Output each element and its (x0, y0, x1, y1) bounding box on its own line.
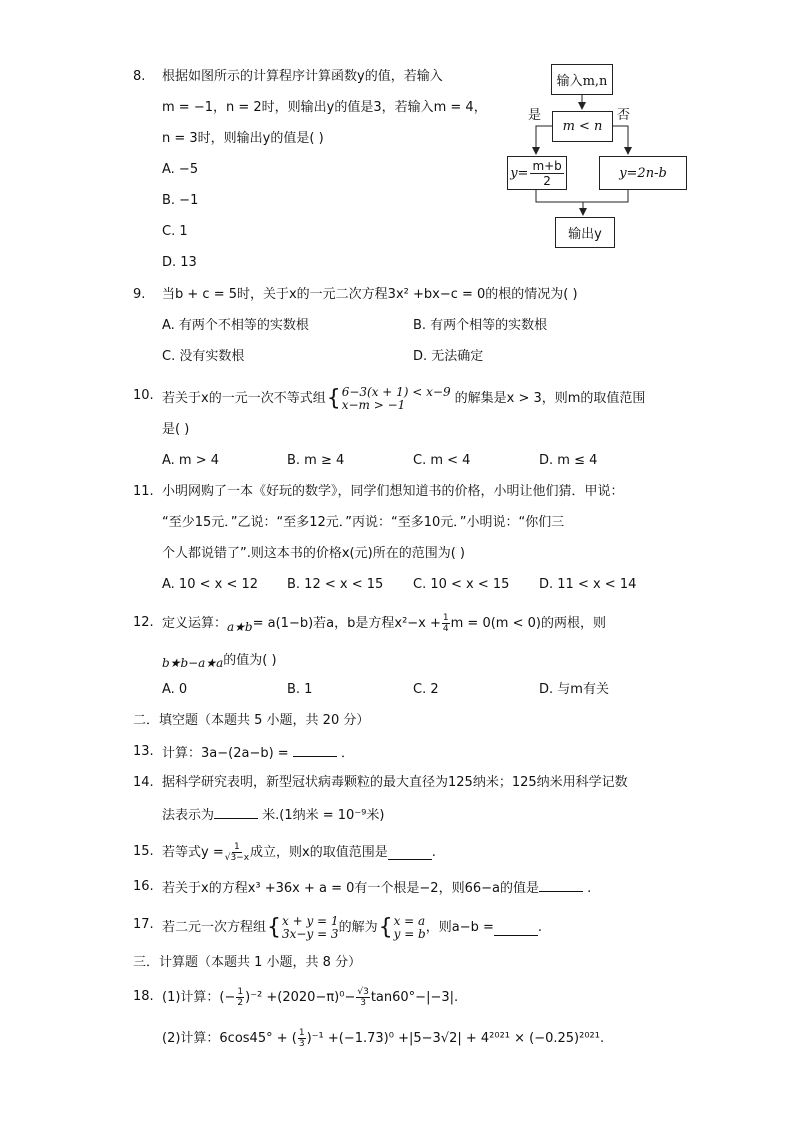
flowchart-input-box: 输入m,n (551, 64, 613, 95)
q12-text-line2: b★b−a★a的值为( ) (162, 653, 277, 670)
q17-system: x + y = 1 3x−y = 3 (282, 914, 339, 941)
q13-number: 13. (133, 744, 154, 759)
q11-option-a[interactable]: A. 10 < x < 12 (162, 577, 259, 592)
q18-part1-fraction-1: $\frac{1}{2}$ (237, 987, 244, 1008)
q15-fraction: $\frac{1}{√3-x}$ (224, 842, 250, 863)
q17-brace-1: { (267, 915, 282, 940)
q15-number: 15. (133, 844, 154, 859)
q9-text: 当b + c = 5时，关于x的一元二次方程3x² +bx−c = 0的根的情况为( ) (162, 287, 578, 302)
q8-option-a[interactable]: A. −5 (162, 162, 199, 177)
q10-brace: { (326, 386, 341, 411)
q12-number: 12. (133, 615, 154, 630)
q14-text-line1: 据科学研究表明，新型冠状病毒颗粒的最大直径为125纳米；125纳米用科学记数 (162, 775, 628, 790)
q13-answer-blank[interactable] (293, 742, 337, 757)
q17-number: 17. (133, 917, 154, 932)
q11-text-line3: 个人都说错了”.则这本书的价格x(元)所在的范围为( ) (162, 546, 465, 561)
q14-answer-blank[interactable] (214, 804, 258, 819)
q18-part1-fraction-2: $\frac{√3}{3}$ (357, 987, 369, 1008)
q12-option-d[interactable]: D. 与m有关 (539, 682, 609, 697)
q10-option-c[interactable]: C. m < 4 (413, 453, 471, 468)
q13-text: 计算：3a−(2a−b) = ． (162, 742, 354, 764)
q8-text-line1: 根据如图所示的计算程序计算函数y的值，若输入 (162, 69, 443, 84)
q9-option-a[interactable]: A. 有两个不相等的实数根 (162, 318, 309, 333)
q17-solution: x = a y = b (393, 914, 426, 941)
q11-option-c[interactable]: C. 10 < x < 15 (413, 577, 510, 592)
q8-text-line2: m = −1，n = 2时，则输出y的值是3，若输入m = 4， (162, 100, 487, 115)
q9-option-d[interactable]: D. 无法确定 (413, 349, 484, 364)
q15-text: 若等式y = $\frac{1}{√3-x}$ 成立，则x的取值范围是 . (162, 842, 436, 863)
q18-part2-fraction: 1 3 (298, 1028, 305, 1049)
q10-option-b[interactable]: B. m ≥ 4 (287, 453, 345, 468)
flowchart-no-label: 否 (617, 108, 631, 123)
q10-number: 10. (133, 388, 154, 403)
q16-number: 16. (133, 879, 154, 894)
q12-fraction: $\frac{1}{4}$ (442, 613, 449, 634)
q9-number: 9. (133, 287, 146, 302)
section-calculation-heading: 三．计算题（本题共 1 小题，共 8 分） (133, 955, 362, 970)
q8-option-d[interactable]: D. 13 (162, 255, 197, 270)
q17-brace-2: { (378, 915, 393, 940)
q11-text-line1: 小明网购了一本《好玩的数学》，同学们想知道书的价格，小明让他们猜．甲说： (162, 484, 624, 499)
flowchart-connectors (0, 0, 794, 300)
q18-part1: (1)计算：(− $\frac{1}{2}$ )⁻² +(2020−π)⁰− $\frac{√3}{3}$ tan60°−|−3|. (162, 987, 459, 1008)
q10-text-line2: 是( ) (162, 422, 190, 437)
q11-number: 11. (133, 484, 154, 499)
q10-system: 6−3(x + 1) < x−9 x−m > −1 (341, 385, 451, 412)
flowchart-right-box: y=2n-b (599, 156, 687, 190)
q12-option-b[interactable]: B. 1 (287, 682, 313, 697)
q10-option-a[interactable]: A. m > 4 (162, 453, 220, 468)
q10-option-d[interactable]: D. m ≤ 4 (539, 453, 598, 468)
q17-answer-blank[interactable] (494, 921, 538, 936)
q8-number: 8. (133, 69, 146, 84)
q9-option-b[interactable]: B. 有两个相等的实数根 (413, 318, 548, 333)
q8-text-line3: n = 3时，则输出y的值是( ) (162, 131, 324, 146)
q12-option-c[interactable]: C. 2 (413, 682, 439, 697)
q14-number: 14. (133, 775, 154, 790)
q17-text: 若二元一次方程组 { x + y = 1 3x−y = 3 的解为 { x = a y = b ，则a−b = . (162, 914, 543, 941)
q14-text-line2: 法表示为 米.(1纳米 = 10⁻⁹米) (162, 804, 384, 826)
q9-option-c[interactable]: C. 没有实数根 (162, 349, 245, 364)
q11-option-d[interactable]: D. 11 < x < 14 (539, 577, 637, 592)
q8-option-b[interactable]: B. −1 (162, 193, 199, 208)
q18-number: 18. (133, 989, 154, 1004)
q8-option-c[interactable]: C. 1 (162, 224, 188, 239)
q15-answer-blank[interactable] (388, 845, 432, 860)
flowchart-yes-label: 是 (528, 108, 542, 123)
q18-part2: (2)计算：6cos45° + ( 1 3 )⁻¹ +(−1.73)⁰ +|5−3√2| + 4²⁰²¹ × (−0.25)²⁰²¹. (162, 1028, 605, 1049)
q12-option-a[interactable]: A. 0 (162, 682, 188, 697)
q12-text-line1: 定义运算： a★b = a(1−b)若a，b是方程x²−x + $\frac{1}{4}$ m = 0(m < 0)的两根，则 (162, 613, 606, 634)
q10-text-line1: 若关于x的一元一次不等式组 { 6−3(x + 1) < x−9 x−m > −1 的解集是x > 3，则m的取值范围 (162, 385, 646, 412)
q16-answer-blank[interactable] (539, 877, 583, 892)
flowchart-left-fraction: $\frac{m+b}{2}$ (532, 158, 562, 188)
q11-option-b[interactable]: B. 12 < x < 15 (287, 577, 384, 592)
flowchart-condition-box: m < n (552, 111, 613, 142)
flowchart-left-box: y= $\frac{m+b}{2}$ (507, 156, 567, 190)
section-fill-in-heading: 二．填空题（本题共 5 小题，共 20 分） (133, 713, 370, 728)
q16-text: 若关于x的方程x³ +36x + a = 0有一个根是−2，则66−a的值是 . (162, 877, 591, 899)
flowchart-output-box: 输出y (555, 217, 615, 248)
q11-text-line2: “至少15元．”乙说：“至多12元．”丙说：“至多10元．”小明说：“你们三 (162, 515, 565, 530)
